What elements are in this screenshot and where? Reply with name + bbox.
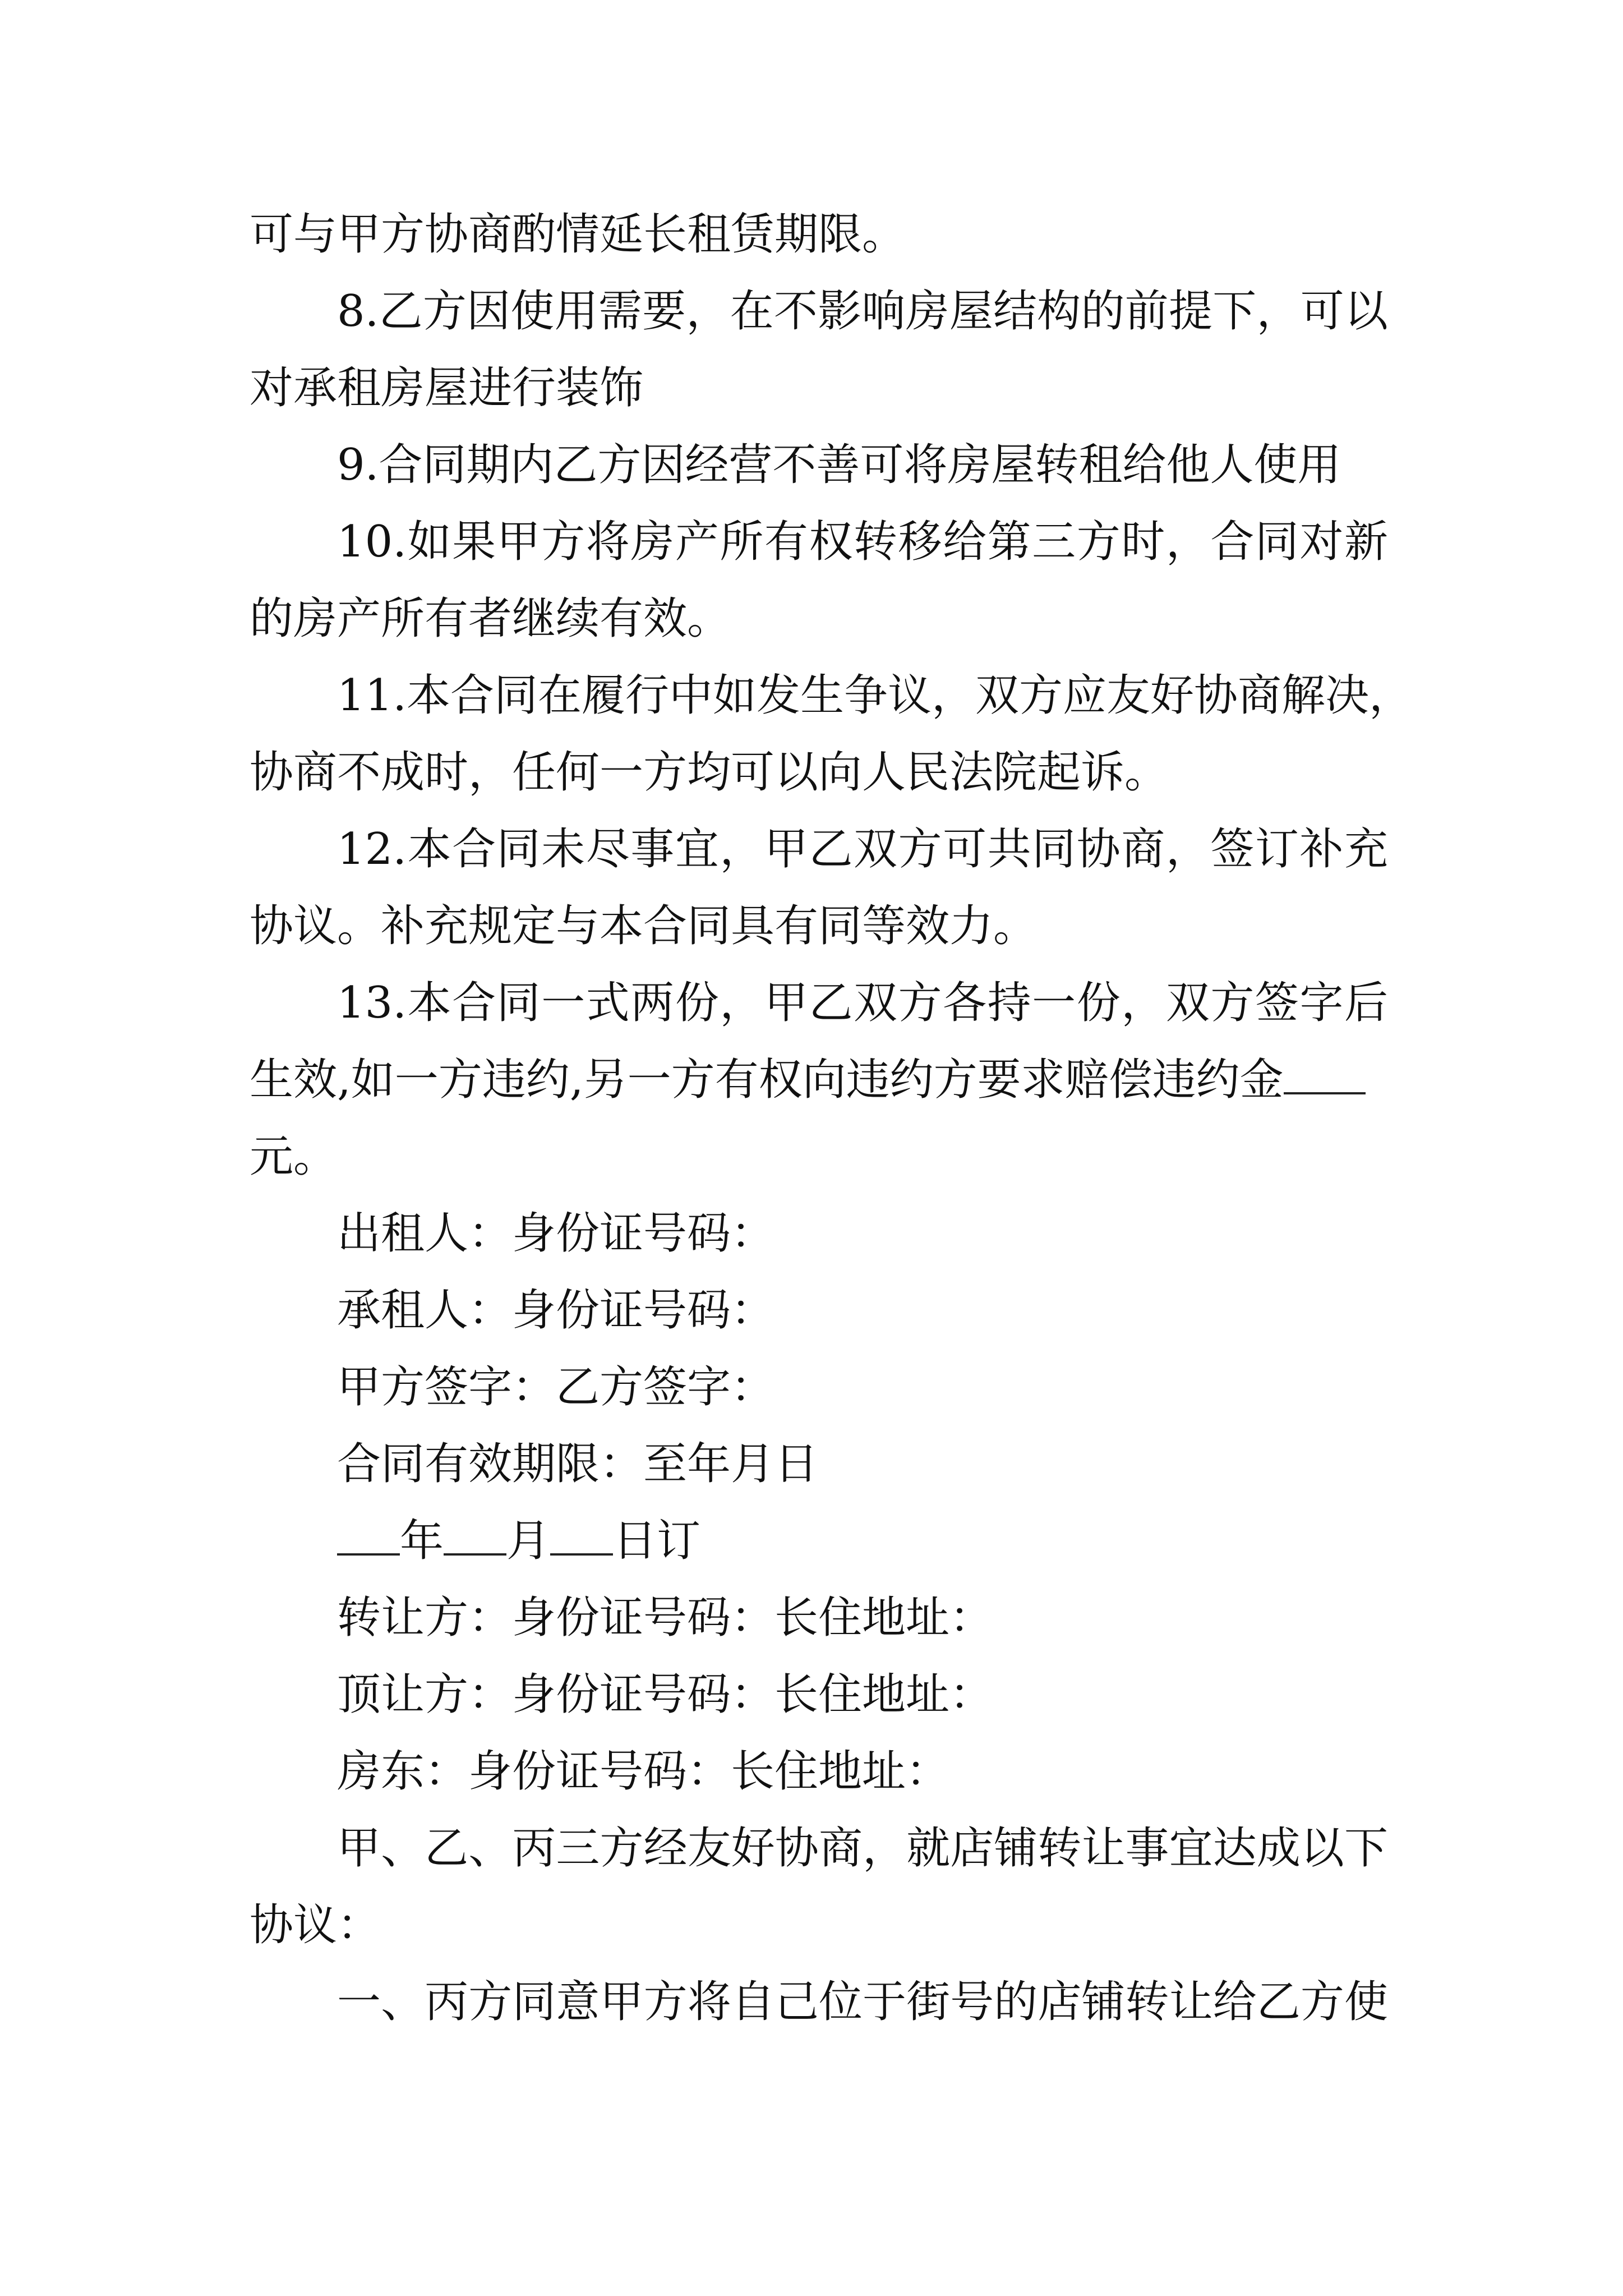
article-1-line-1: 一、丙方同意甲方将自己位于街号的店铺转让给乙方使 <box>337 1977 1388 2027</box>
month-label: 月 <box>506 1516 551 1566</box>
day-label: 日订 <box>613 1516 701 1566</box>
transferor-field: 转让方：身份证号码：长住地址： <box>337 1593 994 1643</box>
clause-11-line-1: 11.本合同在履行中如发生争议，双方应友好协商解决， <box>337 670 1413 721</box>
day-blank <box>550 1516 613 1556</box>
clause-12-line-2: 协议。补充规定与本合同具有同等效力。 <box>250 901 1038 951</box>
contract-term-field: 合同有效期限：至年月日 <box>337 1439 819 1489</box>
clause-8-line-1: 8.乙方因使用需要，在不影响房屋结构的前提下，可以 <box>337 286 1388 337</box>
clause-8-line-2: 对承租房屋进行装饰 <box>250 363 644 413</box>
month-blank <box>444 1516 506 1556</box>
clause-12-line-1: 12.本合同未尽事宜，甲乙双方可共同协商，签订补充 <box>337 824 1388 875</box>
lessor-id-field: 出租人：身份证号码： <box>337 1208 775 1259</box>
transferee-field: 顶让方：身份证号码：长住地址： <box>337 1669 994 1720</box>
clause-10-line-2: 的房产所有者继续有效。 <box>250 593 731 644</box>
document-body <box>250 196 1413 2041</box>
lessee-id-field: 承租人：身份证号码： <box>337 1285 775 1336</box>
signing-date-line <box>250 1503 1388 1580</box>
clause-13-line-3: 元。 <box>250 1131 338 1182</box>
clause-10-line-1: 10.如果甲方将房产所有权转移给第三方时，合同对新 <box>337 517 1388 567</box>
paragraph-line: 可与甲方协商酌情延长租赁期限。 <box>250 209 906 260</box>
penalty-amount-blank <box>1284 1055 1366 1094</box>
landlord-field: 房东：身份证号码：长住地址： <box>337 1746 950 1797</box>
clause-9: 9.合同期内乙方因经营不善可将房屋转租给他人使用 <box>337 440 1341 490</box>
signature-field: 甲方签字：乙方签字： <box>337 1362 775 1412</box>
agreement-intro-line-1: 甲、乙、丙三方经友好协商，就店铺转让事宜达成以下 <box>337 1823 1388 1874</box>
clause-13-line-1: 13.本合同一式两份，甲乙双方各持一份，双方签字后 <box>337 978 1388 1028</box>
clause-11-line-2: 协商不成时，任何一方均可以向人民法院起诉。 <box>250 747 1169 798</box>
year-blank <box>337 1516 400 1556</box>
clause-13-line-2-text: 生效,如一方违约,另一方有权向违约方要求赔偿违约金 <box>250 1055 1284 1105</box>
clause-13-line-2 <box>250 1042 1388 1119</box>
agreement-intro-line-2: 协议： <box>250 1900 381 1950</box>
year-label: 年 <box>400 1516 444 1566</box>
